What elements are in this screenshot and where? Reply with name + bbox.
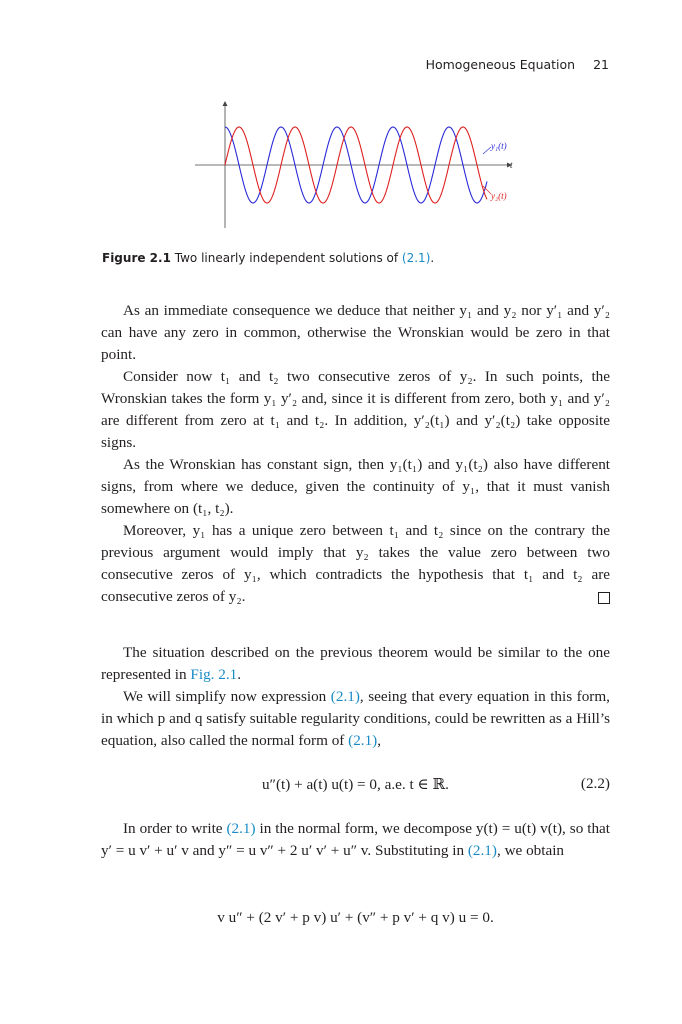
eq-link[interactable]: (2.1) — [467, 842, 497, 859]
main-text — [101, 642, 610, 752]
equation-body: u″(t) + a(t) u(t) = 0, a.e. t ∈ ℝ. — [262, 776, 449, 793]
eq-link[interactable]: (2.1) — [348, 732, 378, 749]
caption-eq-link[interactable]: (2.1) — [401, 251, 431, 265]
paragraph-5: The situation described on the previous theorem would be similar to the one represented in Fig. 2.1. — [101, 644, 611, 683]
qed-box — [598, 592, 610, 604]
normal-form-text — [101, 818, 610, 862]
paragraph-6: We will simplify now expression (2.1), seeing that every equation in this form, in which p and q satisfy suitable regularity conditions, could be rewritten as a Hill’s equation, also called the normal form of (2.1), — [101, 688, 611, 749]
figure-label: Figure 2.1 — [102, 251, 171, 265]
paragraph-3: As the Wronskian has constant sign, then y₁(t₁) and y₁(t₂) also have different signs, from where we deduce, given the continuity of y₁, that it must vanish somewhere on (t₁, t₂). — [101, 456, 611, 517]
eq-link[interactable]: (2.1) — [226, 820, 256, 837]
figure-plot — [195, 98, 525, 230]
running-header — [426, 57, 609, 72]
legend-y1: y₁(t) — [491, 141, 507, 151]
axis-label-t: t — [510, 160, 513, 170]
proof-text — [101, 300, 610, 608]
paragraph-4: Moreover, y₁ has a unique zero between t₁ and t₂ since on the contrary the previous argument would imply that y₂ takes the value zero between two consecutive zeros of y₁, which contradicts the hypothesis that t₁ and t₂ are consecutive zeros of y₂. — [101, 522, 611, 605]
equation-body: v u″ + (2 v′ + p v) u′ + (v″ + p v′ + q v) u = 0. — [217, 909, 494, 926]
page-number: 21 — [593, 57, 609, 72]
legend-y2: y₂(t) — [491, 191, 507, 201]
paragraph-2: Consider now t₁ and t₂ two consecutive zeros of y₂. In such points, the Wronskian takes the form y₁ y′₂ and, since it is different from zero, both y₁ and y′₂ are different from zero at t₁ and t₂. In addition, y′₂(t₁) and y′₂(t₂) take opposite signs. — [101, 368, 611, 451]
section-title: Homogeneous Equation — [425, 57, 576, 72]
eq-link[interactable]: (2.1) — [330, 688, 360, 705]
legend-leader-y1 — [483, 147, 491, 154]
equation-number: (2.2) — [580, 775, 610, 792]
figure-link[interactable]: Fig. 2.1 — [190, 666, 238, 683]
y-axis-arrow — [223, 101, 228, 106]
paragraph-1: As an immediate consequence we deduce that neither y₁ and y₂ nor y′₁ and y′₂ can have any zero in common, otherwise the Wronskian would be zero in that point. — [101, 302, 611, 363]
paragraph-7: In order to write (2.1) in the normal form, we decompose y(t) = u(t) v(t), so that y′ = u v′ + u′ v and y″ = u v″ + 2 u′ v′ + u″ v. Substituting in (2.1), we obtain — [101, 820, 610, 859]
caption-text: Two linearly independent solutions of — [174, 251, 402, 265]
figure-caption: Figure 2.1 Two linearly independent solutions of (2.1). — [102, 251, 435, 265]
